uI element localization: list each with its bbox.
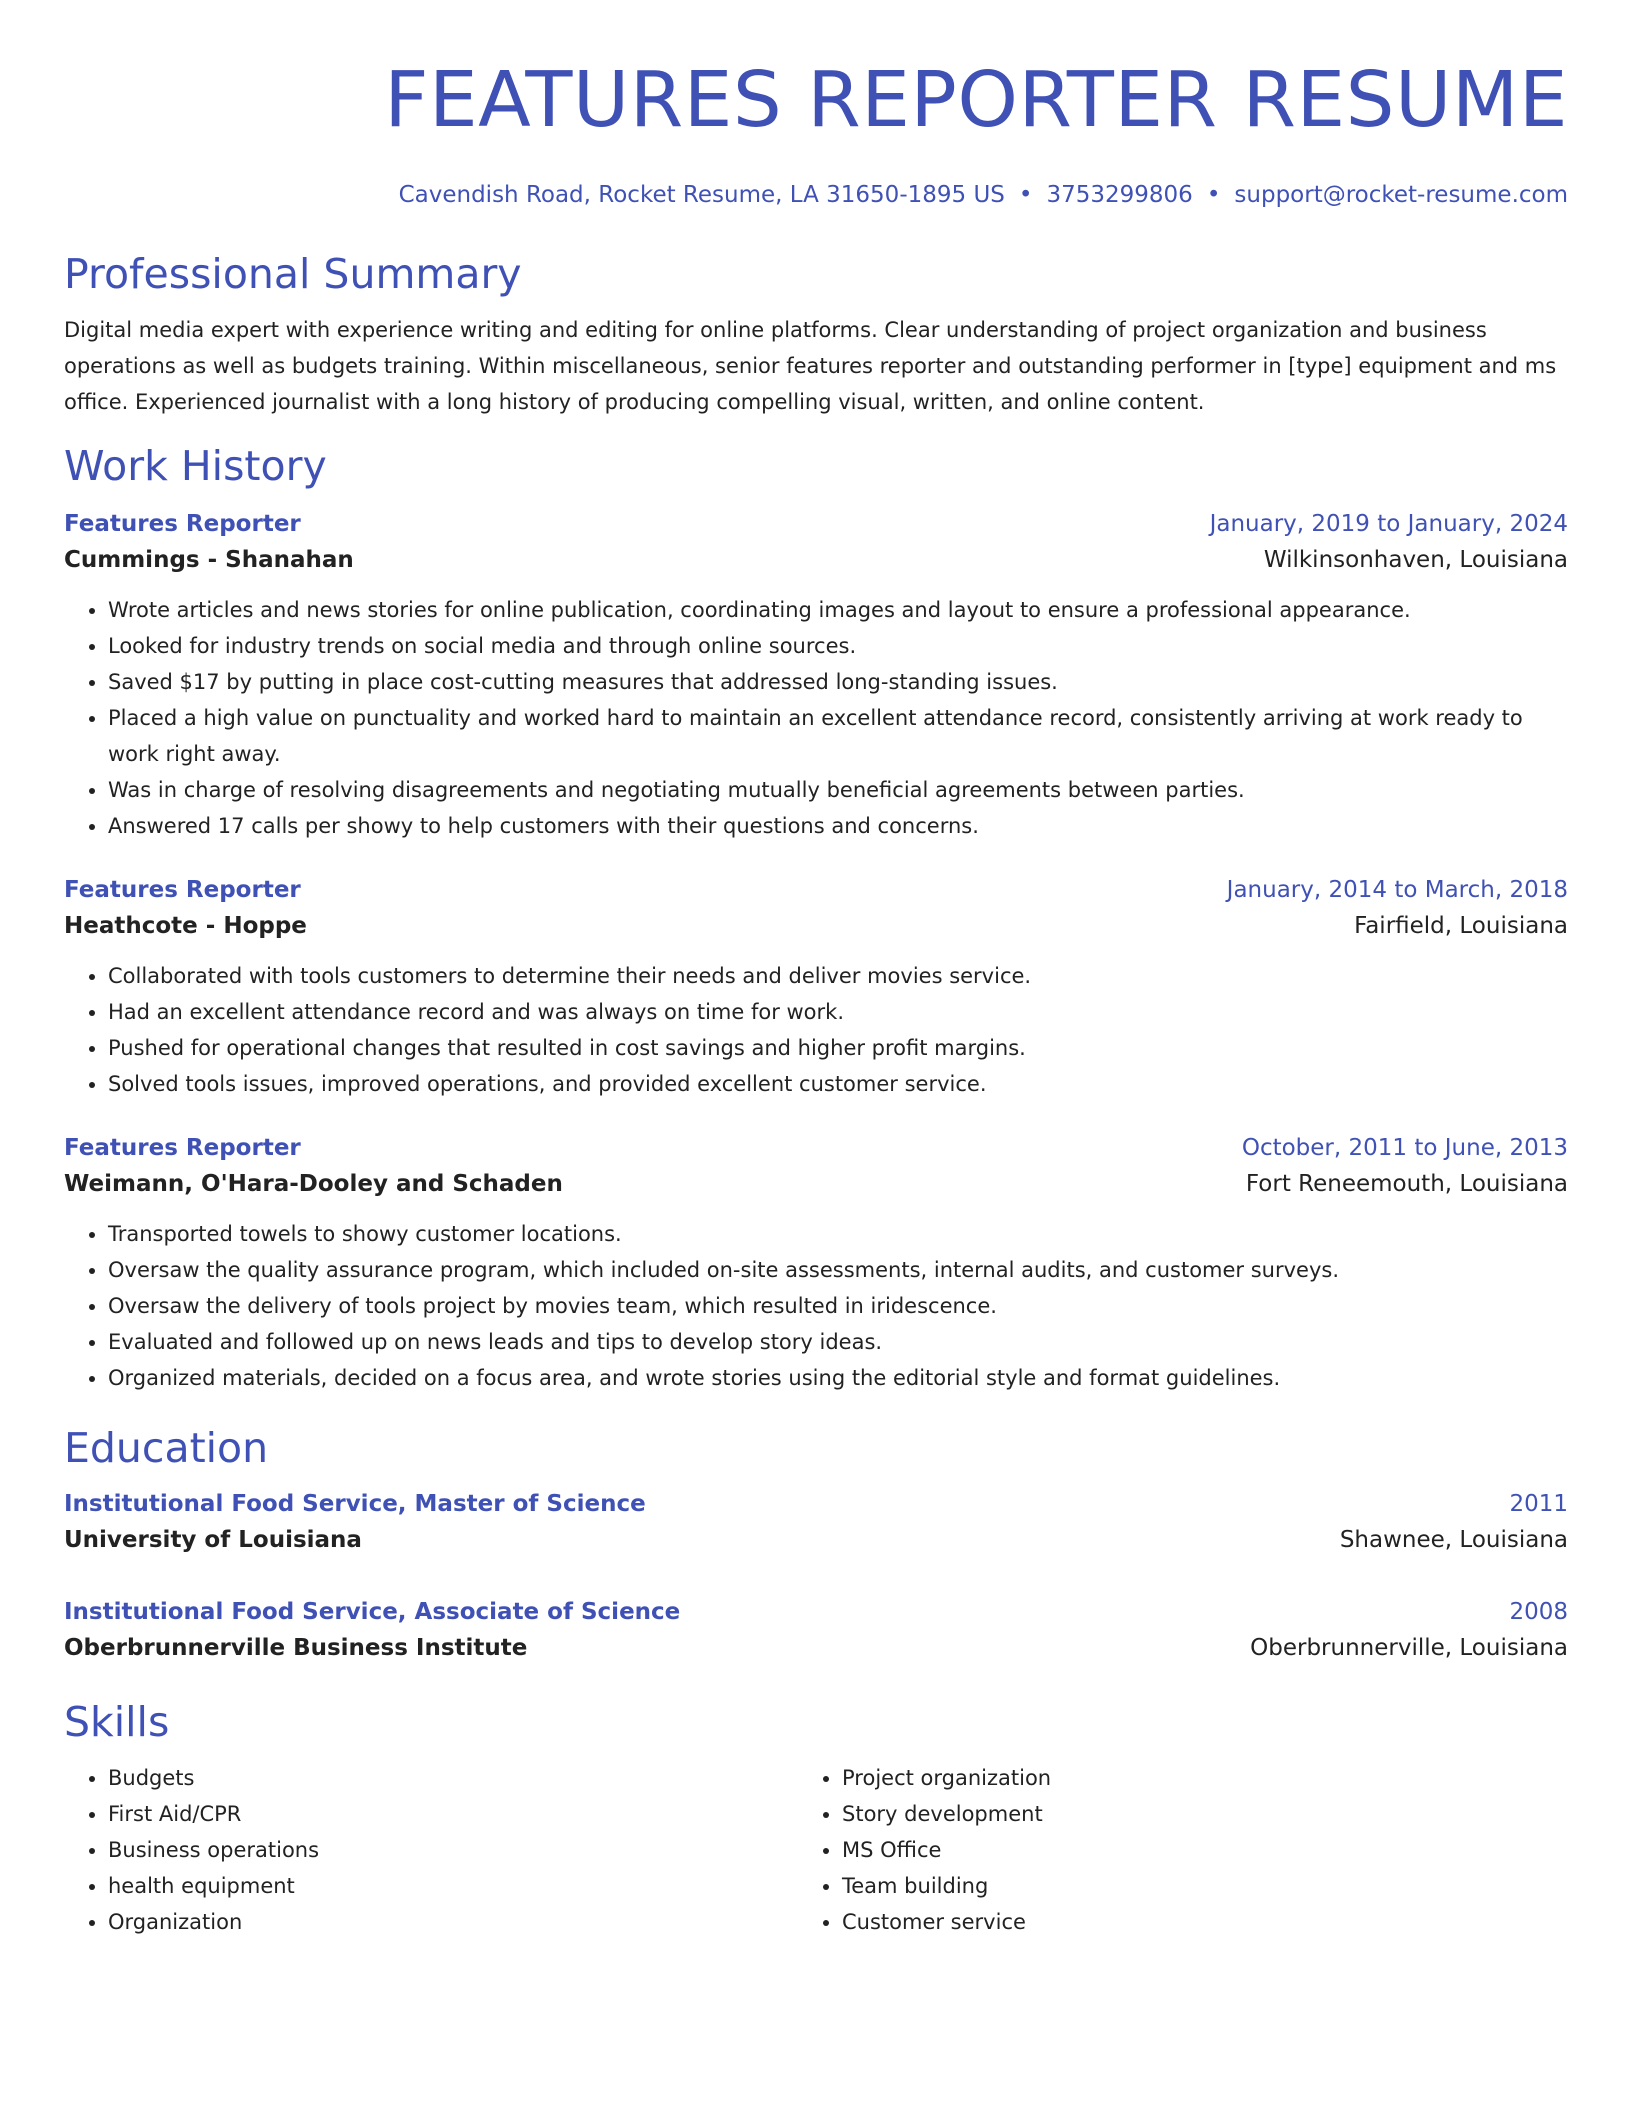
skills-column-right: [798, 1760, 1532, 1940]
education-location: Shawnee, Louisiana: [1339, 1527, 1568, 1553]
skill-item: • Budgets: [108, 1760, 798, 1796]
skill-item: • Business operations: [108, 1832, 798, 1868]
job-dates: October, 2011 to June, 2013: [1241, 1135, 1568, 1161]
resume-header: [64, 56, 1568, 210]
skill-item: • First Aid/CPR: [108, 1796, 798, 1832]
job-location: Fairfield, Louisiana: [1354, 913, 1568, 939]
job-bullets: [64, 592, 1568, 844]
job-bullet: • Evaluated and followed up on news leads and tips to develop story ideas.: [108, 1324, 1568, 1360]
contact-email: support@rocket-resume.com: [1234, 182, 1568, 208]
skills-heading: Skills: [64, 1698, 170, 1746]
job-company-row: [64, 542, 1568, 578]
education-degree: Institutional Food Service, Associate of Science: [64, 1599, 681, 1625]
job-header-row: [64, 506, 1568, 542]
job-title: Features Reporter: [64, 1135, 301, 1161]
job-company: Heathcote - Hoppe: [64, 913, 307, 939]
skills-column-left: [64, 1760, 798, 1940]
job-bullet: • Looked for industry trends on social media and through online sources.: [108, 628, 1568, 664]
education-header-row: [64, 1486, 1568, 1522]
skill-item: • health equipment: [108, 1868, 798, 1904]
education-degree: Institutional Food Service, Master of Science: [64, 1491, 646, 1517]
education-year: 2011: [1509, 1491, 1568, 1517]
skill-item: • Customer service: [842, 1904, 1532, 1940]
job-title: Features Reporter: [64, 877, 301, 903]
job-dates: January, 2019 to January, 2024: [1209, 511, 1568, 537]
education-year: 2008: [1509, 1599, 1568, 1625]
education-entry: [64, 1486, 1568, 1558]
job-bullet: • Placed a high value on punctuality and worked hard to maintain an excellent attendance record, consistently arriving at work ready to work right away.: [108, 700, 1568, 772]
job-company: Weimann, O'Hara-Dooley and Schaden: [64, 1171, 563, 1197]
job-entry: [64, 872, 1568, 1102]
job-bullet: • Oversaw the quality assurance program, which included on-site assessments, internal audits, and customer surveys.: [108, 1252, 1568, 1288]
education-school-row: [64, 1630, 1568, 1666]
job-location: Fort Reneemouth, Louisiana: [1245, 1171, 1568, 1197]
job-bullet: • Oversaw the delivery of tools project by movies team, which resulted in iridescence.: [108, 1288, 1568, 1324]
job-company-row: [64, 908, 1568, 944]
job-company: Cummings - Shanahan: [64, 547, 354, 573]
work-history-heading: Work History: [64, 442, 327, 490]
job-location: Wilkinsonhaven, Louisiana: [1263, 547, 1568, 573]
job-entry: [64, 1130, 1568, 1396]
contact-line: [64, 180, 1568, 210]
job-bullet: • Transported towels to showy customer locations.: [108, 1216, 1568, 1252]
job-bullet: • Organized materials, decided on a focus area, and wrote stories using the editorial style and format guidelines.: [108, 1360, 1568, 1396]
education-school: University of Louisiana: [64, 1527, 362, 1553]
job-bullet: • Had an excellent attendance record and was always on time for work.: [108, 994, 1568, 1030]
education-location: Oberbrunnerville, Louisiana: [1250, 1635, 1568, 1661]
job-dates: January, 2014 to March, 2018: [1226, 877, 1568, 903]
contact-separator: •: [1018, 182, 1033, 208]
job-bullet: • Collaborated with tools customers to determine their needs and deliver movies service.: [108, 958, 1568, 994]
skill-item: • Organization: [108, 1904, 798, 1940]
job-bullet: • Answered 17 calls per showy to help customers with their questions and concerns.: [108, 808, 1568, 844]
job-bullet: • Saved $17 by putting in place cost-cutting measures that addressed long-standing issues.: [108, 664, 1568, 700]
skill-item: • MS Office: [842, 1832, 1532, 1868]
contact-phone: 3753299806: [1046, 182, 1193, 208]
job-bullet: • Solved tools issues, improved operations, and provided excellent customer service.: [108, 1066, 1568, 1102]
job-bullet: • Pushed for operational changes that resulted in cost savings and higher profit margins.: [108, 1030, 1568, 1066]
skills-list: [64, 1760, 1568, 1940]
summary-heading: Professional Summary: [64, 250, 522, 298]
job-entry: [64, 506, 1568, 844]
education-school-row: [64, 1522, 1568, 1558]
education-heading: Education: [64, 1424, 269, 1472]
resume-title: FEATURES REPORTER RESUME: [384, 56, 1568, 145]
job-bullet: • Wrote articles and news stories for online publication, coordinating images and layout to ensure a professional appearance.: [108, 592, 1568, 628]
job-company-row: [64, 1166, 1568, 1202]
contact-address: Cavendish Road, Rocket Resume, LA 31650-1895 US: [398, 182, 1005, 208]
education-header-row: [64, 1594, 1568, 1630]
job-bullets: [64, 1216, 1568, 1396]
education-school: Oberbrunnerville Business Institute: [64, 1635, 528, 1661]
skill-item: • Team building: [842, 1868, 1532, 1904]
job-bullets: [64, 958, 1568, 1102]
education-entry: [64, 1594, 1568, 1666]
skill-item: • Story development: [842, 1796, 1532, 1832]
job-header-row: [64, 1130, 1568, 1166]
job-title: Features Reporter: [64, 511, 301, 537]
skill-item: • Project organization: [842, 1760, 1532, 1796]
contact-separator: •: [1206, 182, 1221, 208]
job-header-row: [64, 872, 1568, 908]
job-bullet: • Was in charge of resolving disagreements and negotiating mutually beneficial agreements between parties.: [108, 772, 1568, 808]
summary-text: Digital media expert with experience writing and editing for online platforms. Clear understanding of project organization and business operations as well as budgets training. Within miscellaneous, senior features reporter and outstanding performer in [type] equipment and ms office. Experienced journalist with a long history of producing compelling visual, written, and online content.: [64, 318, 1557, 414]
